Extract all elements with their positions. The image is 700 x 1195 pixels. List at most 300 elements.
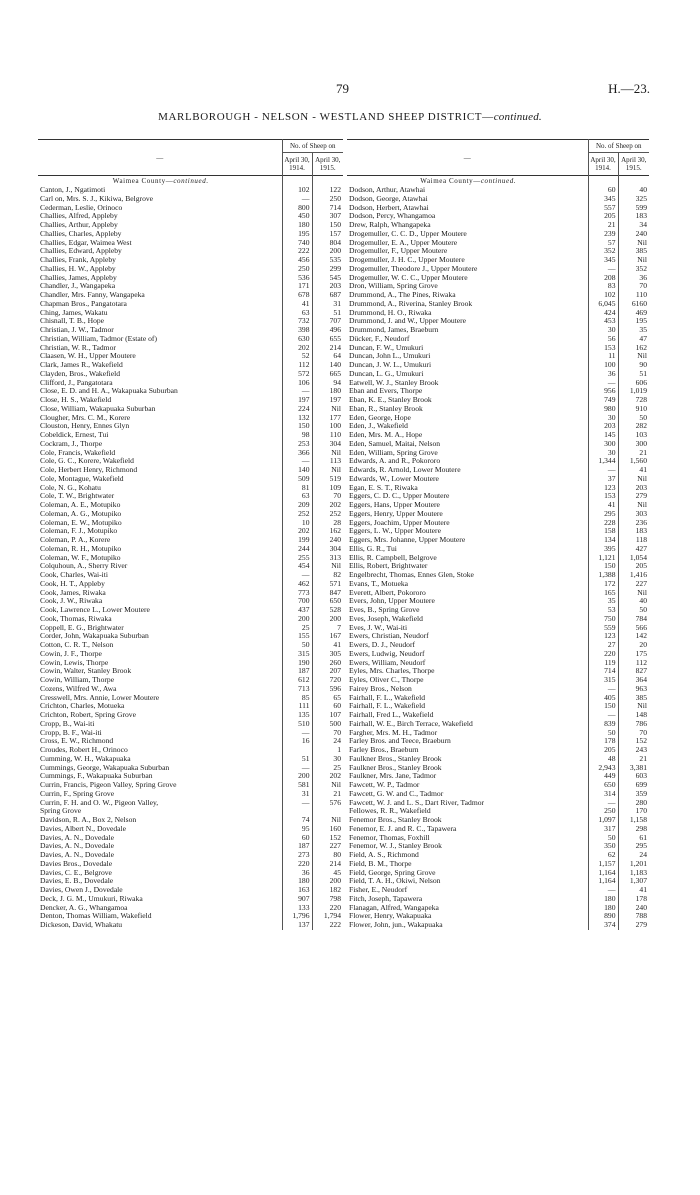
owner-name: Cross, E. W., Richmond (40, 737, 114, 746)
table-row (38, 414, 343, 423)
sheep-1914: 137 (282, 921, 312, 930)
sheep-1914: 224 (282, 405, 312, 414)
sheep-1914: — (588, 711, 618, 720)
sheep-1914: 239 (588, 230, 618, 239)
sheep-1914: 36 (282, 869, 312, 878)
sheep-1914: 197 (282, 396, 312, 405)
table-row (38, 702, 343, 711)
sheep-1914: 180 (588, 895, 618, 904)
owner-name: Currin, F. H. and O. W., Pigeon Valley, (40, 798, 159, 807)
owner-name: Fawcett, G. W. and C., Tadmor (349, 789, 444, 798)
sheep-1915: 203 (618, 484, 649, 493)
table-row (347, 212, 649, 221)
table-row (38, 361, 343, 370)
owner-name: Coleman, W. F., Motupiko (40, 553, 121, 562)
owner-name: Eden, Samuel, Maitai, Nelson (349, 439, 441, 448)
owner-name: Christian, W. R., Tadmor (40, 343, 116, 352)
sheep-1914: 713 (282, 685, 312, 694)
sheep-1915: 175 (618, 650, 649, 659)
sheep-1915: 240 (312, 536, 343, 545)
sheep-1915: 599 (618, 204, 649, 213)
sheep-1915: 280 (618, 799, 649, 808)
owner-name: Eves, J. W., Wai-iti (349, 623, 408, 632)
table-row (38, 615, 343, 624)
owner-name: Currin, F., Spring Grove (40, 789, 115, 798)
sheep-1914: 35 (588, 597, 618, 606)
sheep-1914: 1,097 (588, 816, 618, 825)
left-header-dash: — (156, 153, 164, 162)
table-row (38, 904, 343, 913)
sheep-1914: 155 (282, 632, 312, 641)
left-header-col2: April 30, 1915. (312, 153, 343, 176)
table-row (347, 370, 649, 379)
sheep-1915: 665 (312, 370, 343, 379)
sheep-1915: 1,019 (618, 387, 649, 396)
page-title (0, 111, 700, 123)
sheep-1915: 1 (312, 746, 343, 755)
sheep-1914: 1,157 (588, 860, 618, 869)
owner-name: Drummond, J. and W., Upper Moutere (349, 317, 467, 326)
sheep-1915: 70 (312, 492, 343, 501)
sheep-1915: 519 (312, 475, 343, 484)
sheep-1915: 214 (312, 344, 343, 353)
table-row (347, 414, 649, 423)
sheep-1915: 162 (312, 527, 343, 536)
sheep-1915: 94 (312, 379, 343, 388)
sheep-1914: — (282, 729, 312, 738)
sheep-1915: 25 (312, 764, 343, 773)
owner-name: Chapman Bros., Pangatotara (40, 299, 127, 308)
table-row (347, 624, 649, 633)
table-row (347, 676, 649, 685)
sheep-1914: 536 (282, 274, 312, 283)
sheep-1915: 240 (618, 230, 649, 239)
table-row (38, 589, 343, 598)
owner-name: Everett, Albert, Pokororo (349, 588, 426, 597)
owner-name: Eggers, Mrs. Johanne, Upper Moutere (349, 536, 466, 544)
table-row (347, 895, 649, 904)
table-row (347, 501, 649, 510)
sheep-1915: 227 (312, 842, 343, 851)
sheep-1914: 205 (588, 212, 618, 221)
table-row (38, 247, 343, 256)
owner-name: Denton, Thomas William, Wakefield (40, 912, 152, 921)
table-row (38, 781, 343, 790)
sheep-1914: 6,045 (588, 300, 618, 309)
owner-name: Ching, James, Wakatu (40, 308, 108, 317)
sheep-1915: 352 (618, 265, 649, 274)
sheep-1915: 45 (312, 869, 343, 878)
table-row (347, 387, 649, 396)
table-row (38, 807, 343, 816)
sheep-1915: 150 (312, 221, 343, 230)
owner-name: Coleman, A. G., Motupiko (40, 509, 122, 518)
owner-name: Drummond, A., Riverina, Stanley Brook (349, 299, 473, 308)
sheep-1914: 53 (588, 606, 618, 615)
owner-name: Challies, Edward, Appleby (40, 247, 122, 256)
table-row (347, 221, 649, 230)
sheep-1915: 222 (312, 921, 343, 930)
owner-name: Drummond, James, Braeburn (349, 326, 439, 334)
owner-name: Cozens, Wilfred W., Awa (40, 684, 117, 693)
sheep-1915: 1,560 (618, 457, 649, 466)
sheep-1914: 220 (588, 650, 618, 659)
table-row (347, 606, 649, 615)
sheep-1914: 140 (282, 466, 312, 475)
sheep-1914: 208 (588, 274, 618, 283)
sheep-1914: 37 (588, 475, 618, 484)
sheep-1914: 2,943 (588, 764, 618, 773)
sheep-1914: 450 (282, 212, 312, 221)
sheep-1914: 123 (588, 484, 618, 493)
sheep-1914: 30 (588, 326, 618, 335)
sheep-1915: 827 (618, 667, 649, 676)
sheep-1915: Nil (312, 466, 343, 475)
sheep-1915: 1,307 (618, 877, 649, 886)
owner-name: Drogemuller, Theodore J., Upper Moutere (349, 264, 478, 273)
table-row (347, 860, 649, 869)
owner-name: Clougher, Mrs. C. M., Korere (40, 413, 131, 422)
sheep-1915: 197 (312, 396, 343, 405)
owner-name: Cresswell, Mrs. Annie, Lower Moutere (40, 693, 160, 702)
sheep-1914: 83 (588, 282, 618, 291)
owner-name: Duncan, F. W., Umukuri (349, 343, 424, 352)
sheep-1915: 177 (312, 414, 343, 423)
sheep-1915: 31 (312, 300, 343, 309)
sheep-1915: 3,381 (618, 764, 649, 773)
sheep-1914: 27 (588, 641, 618, 650)
table-row (38, 799, 343, 808)
table-row (347, 667, 649, 676)
table-row (347, 256, 649, 265)
owner-name: Cockram, J., Thorpe (40, 439, 103, 448)
sheep-1915: 140 (312, 361, 343, 370)
right-section-heading (347, 176, 649, 187)
sheep-1914: 220 (282, 860, 312, 869)
table-row (38, 422, 343, 431)
sheep-1914: — (282, 387, 312, 396)
table-row (347, 457, 649, 466)
table-row (347, 492, 649, 501)
owner-name: Egan, E. S. T., Riwaka (349, 483, 418, 492)
sheep-1914: 21 (588, 221, 618, 230)
sheep-1915: 65 (312, 694, 343, 703)
sheep-1914: 1,344 (588, 457, 618, 466)
owner-name: Fisher, E., Neudorf (349, 886, 408, 894)
sheep-1915: 183 (618, 212, 649, 221)
table-row (347, 440, 649, 449)
sheep-1915: 183 (618, 527, 649, 536)
sheep-1915: 202 (312, 501, 343, 510)
sheep-1915: 1,183 (618, 869, 649, 878)
sheep-1914: 315 (588, 676, 618, 685)
sheep-1914: 41 (588, 501, 618, 510)
sheep-1915: Nil (618, 702, 649, 711)
owner-name: Cook, H. T., Appleby (40, 579, 105, 588)
sheep-1915: 200 (312, 615, 343, 624)
sheep-1914: 74 (282, 816, 312, 825)
sheep-1915: 40 (618, 186, 649, 195)
sheep-1915: 469 (618, 309, 649, 318)
sheep-1915: 70 (312, 729, 343, 738)
owner-name: Fellowes, R. R., Wakefield (349, 807, 431, 816)
sheep-1914: 203 (588, 422, 618, 431)
owner-name: Colquhoun, A., Sherry River (40, 562, 128, 571)
sheep-1915: 910 (618, 405, 649, 414)
sheep-1914: — (588, 265, 618, 274)
sheep-1914: 81 (282, 484, 312, 493)
sheep-1914: 202 (282, 344, 312, 353)
owner-name: Duncan, John L., Umukuri (349, 352, 431, 361)
owner-name: Cook, Lawrence L., Lower Moutere (40, 606, 150, 614)
owner-name: Davies, A. N., Dovedale (40, 842, 115, 851)
sheep-1915: 122 (312, 186, 343, 195)
owner-name: Davies Bros., Dovedale (40, 859, 113, 868)
document-reference: H.—23. (608, 81, 650, 96)
table-row (347, 807, 649, 816)
sheep-1915: 51 (618, 370, 649, 379)
table-row (38, 396, 343, 405)
owner-name: Eyles, Mrs. Charles, Thorpe (349, 667, 435, 676)
table-row (347, 554, 649, 563)
sheep-1914: 51 (282, 755, 312, 764)
owner-name: Davies, C. E., Belgrove (40, 868, 112, 877)
sheep-1914: 50 (282, 641, 312, 650)
owner-name: Eyles, Oliver C., Thorpe (349, 676, 424, 684)
sheep-1915: 214 (312, 860, 343, 869)
sheep-1914: 202 (282, 527, 312, 536)
owner-name: Fenemor, E. J. and R. C., Tapawera (349, 824, 457, 833)
table-row (347, 527, 649, 536)
sheep-1914: 714 (588, 667, 618, 676)
sheep-1915: 1,416 (618, 571, 649, 580)
table-row (38, 282, 343, 291)
sheep-1914: 145 (588, 431, 618, 440)
owner-name: Cole, Herbert Henry, Richmond (40, 466, 138, 474)
sheep-1915: 148 (618, 711, 649, 720)
table-row (38, 195, 343, 204)
sheep-1914: 133 (282, 904, 312, 913)
table-row (38, 545, 343, 554)
sheep-1914: 172 (588, 580, 618, 589)
sheep-1915: 500 (312, 720, 343, 729)
right-header-col1: April 30, 1914. (588, 153, 618, 176)
table-row (38, 834, 343, 843)
table-row (347, 912, 649, 921)
sheep-1914: 1,164 (588, 877, 618, 886)
table-row (347, 632, 649, 641)
sheep-1914: 200 (282, 772, 312, 781)
table-row (38, 326, 343, 335)
sheep-1914: 165 (588, 589, 618, 598)
sheep-1915: 535 (312, 256, 343, 265)
table-row (38, 860, 343, 869)
sheep-1914: 398 (282, 326, 312, 335)
table-row (38, 711, 343, 720)
sheep-1915: 107 (312, 711, 343, 720)
owner-name: Flower, John, jun., Wakapuaka (349, 921, 443, 929)
table-row (38, 300, 343, 309)
owner-name: Crichton, Robert, Spring Grove (40, 711, 136, 719)
table-row (347, 641, 649, 650)
table-row (347, 239, 649, 248)
sheep-1914: 180 (282, 221, 312, 230)
sheep-1914: — (588, 379, 618, 388)
sheep-1915: 103 (618, 431, 649, 440)
owner-name: Cobeldick, Ernest, Tui (40, 431, 109, 439)
sheep-1914: 180 (282, 877, 312, 886)
table-row (347, 615, 649, 624)
table-row (38, 842, 343, 851)
sheep-1914: — (282, 195, 312, 204)
owner-name: Ellis, R. Campbell, Belgrove (349, 553, 437, 562)
sheep-1915: 180 (312, 387, 343, 396)
title-continued: continued. (493, 111, 542, 123)
table-row (347, 921, 649, 930)
sheep-1915: 152 (618, 737, 649, 746)
sheep-1915: 170 (618, 807, 649, 816)
owner-name: Deck, J. G. M., Umukuri, Riwaka (40, 894, 143, 903)
sheep-1914: 30 (588, 449, 618, 458)
sheep-1914: 317 (588, 825, 618, 834)
sheep-1915: 300 (618, 440, 649, 449)
sheep-1915: 576 (312, 799, 343, 808)
table-row (347, 685, 649, 694)
owner-name: Christian, William, Tadmor (Estate of) (40, 334, 157, 343)
sheep-1915: 571 (312, 580, 343, 589)
sheep-1915: 41 (618, 886, 649, 895)
sheep-1914: 134 (588, 536, 618, 545)
sheep-1915: Nil (312, 405, 343, 414)
table-row (38, 536, 343, 545)
right-section-cont: continued. (480, 177, 517, 186)
sheep-1915: 167 (312, 632, 343, 641)
table-row (347, 694, 649, 703)
owner-name: Fairhall, F. L., Wakefield (349, 702, 426, 711)
sheep-1915: 70 (618, 729, 649, 738)
table-row (347, 597, 649, 606)
table-row (38, 309, 343, 318)
owner-name: Davies, Owen J., Dovedale (40, 886, 123, 894)
right-header-dash: — (463, 153, 471, 162)
owner-name: Claasen, W. H., Upper Moutere (40, 352, 136, 361)
table-row (38, 685, 343, 694)
table-row (38, 501, 343, 510)
table-row (38, 632, 343, 641)
sheep-1915: 21 (618, 449, 649, 458)
table-row (38, 606, 343, 615)
owner-name: Challies, Frank, Appleby (40, 256, 116, 264)
sheep-1914: 60 (282, 834, 312, 843)
sheep-1914: 1,164 (588, 869, 618, 878)
sheep-1915: 606 (618, 379, 649, 388)
owner-name: Cowin, J. F., Thorpe (40, 649, 102, 658)
sheep-1915: 250 (312, 195, 343, 204)
left-section-label: Waimea County— (112, 177, 174, 186)
sheep-1914: 36 (588, 370, 618, 379)
sheep-1914: 800 (282, 204, 312, 213)
sheep-1914: 25 (282, 624, 312, 633)
owner-name: Davies, E. B., Dovedale (40, 877, 114, 886)
table-row (347, 405, 649, 414)
sheep-1914: 315 (282, 650, 312, 659)
owner-name: Canton, J., Ngatimoti (40, 186, 106, 194)
owner-name: Eggers, L. W., Upper Moutere (349, 527, 441, 536)
sheep-1914: 750 (588, 615, 618, 624)
owner-name: Faulkner Bros., Stanley Brook (349, 763, 442, 772)
sheep-1914: 749 (588, 396, 618, 405)
sheep-1914: 158 (588, 527, 618, 536)
table-row (347, 309, 649, 318)
sheep-1915: 36 (618, 274, 649, 283)
sheep-1915: 728 (618, 396, 649, 405)
table-row (38, 379, 343, 388)
sheep-1914: 244 (282, 545, 312, 554)
sheep-1914: 178 (588, 737, 618, 746)
table-row (347, 379, 649, 388)
owner-name: Evans, T., Motueka (349, 579, 408, 588)
owner-name: Cole, G. C., Korere, Wakefield (40, 457, 134, 466)
sheep-1914: 95 (282, 825, 312, 834)
owner-name: Spring Grove (40, 807, 82, 816)
sheep-1915: 21 (312, 790, 343, 799)
table-row (38, 851, 343, 860)
owner-name: Cowin, William, Thorpe (40, 676, 115, 684)
table-row (38, 720, 343, 729)
sheep-1915: 798 (312, 895, 343, 904)
sheep-1914: 700 (282, 597, 312, 606)
sheep-1914: 153 (588, 492, 618, 501)
sheep-1915: 1,158 (618, 816, 649, 825)
sheep-1915: Nil (618, 352, 649, 361)
sheep-1915: 699 (618, 781, 649, 790)
sheep-1915: 496 (312, 326, 343, 335)
owner-name: Challies, Arthur, Appleby (40, 221, 118, 229)
sheep-1915: Nil (312, 562, 343, 571)
sheep-1915: 28 (312, 519, 343, 528)
owner-name: Eggers, Hans, Upper Moutere (349, 501, 440, 509)
table-row (347, 842, 649, 851)
table-row (38, 737, 343, 746)
table-row (38, 431, 343, 440)
left-section-cont: continued. (173, 177, 209, 186)
owner-name: Clouston, Henry, Ennes Glyn (40, 422, 130, 431)
owner-name: Cotton, C. R. T., Nelson (40, 641, 114, 649)
owner-name: Fenemor, Thomas, Foxhill (349, 833, 430, 842)
owner-name: Flower, Henry, Wakapuaka (349, 912, 432, 921)
owner-name: Drogemuller, E. A., Upper Moutere (349, 238, 458, 247)
sheep-1915: 220 (312, 904, 343, 913)
owner-name: Eatwell, W. J., Stanley Brook (349, 378, 439, 387)
owner-name: Cole, Montague, Wakefield (40, 474, 124, 483)
sheep-1914: 112 (282, 361, 312, 370)
table-row (347, 746, 649, 755)
sheep-1914: 102 (282, 186, 312, 195)
sheep-1915: 307 (312, 212, 343, 221)
sheep-1914: 150 (282, 422, 312, 431)
table-row (38, 230, 343, 239)
sheep-1915: Nil (312, 449, 343, 458)
sheep-1915: 385 (618, 247, 649, 256)
sheep-1915: 720 (312, 676, 343, 685)
sheep-1914: 195 (282, 230, 312, 239)
sheep-1915: 20 (618, 641, 649, 650)
sheep-1914: 63 (282, 492, 312, 501)
sheep-1915: 50 (618, 606, 649, 615)
owner-name: Eden, George, Hope (349, 413, 411, 422)
right-table (347, 139, 649, 930)
sheep-1914: 773 (282, 589, 312, 598)
